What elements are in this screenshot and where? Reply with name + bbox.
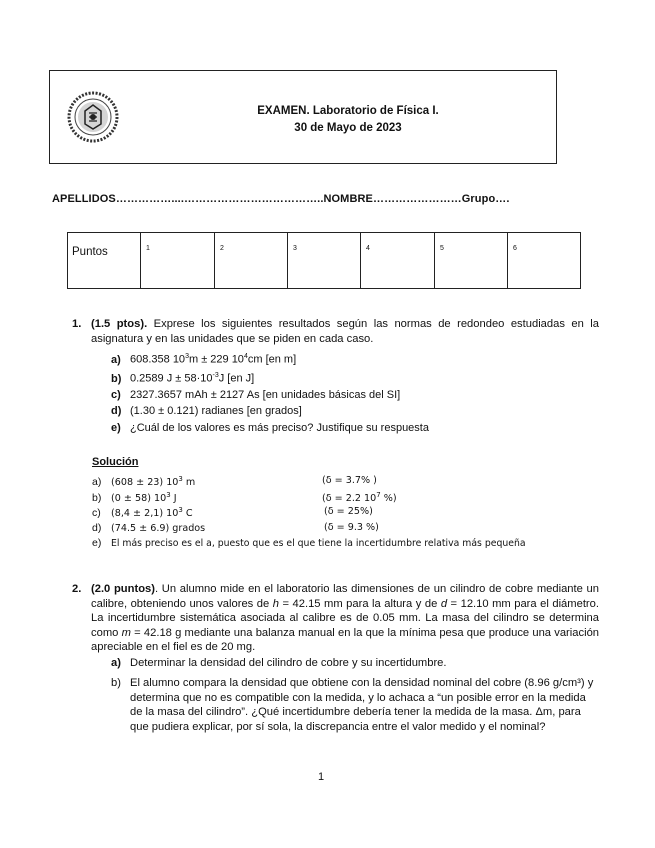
item-sup: 3 [178,506,183,514]
score-col-number: 6 [513,245,517,252]
item-letter: d) [92,521,102,534]
student-info-line: APELLIDOS……………....………………………………..NOMBRE……………………Grupo…. [52,193,510,205]
item-text: m ± 229 10 [188,353,244,366]
item-letter: a) [111,353,121,366]
question-text: Exprese los siguientes resultados según las normas de redondeo estudiadas en la asignatura y en las unidades que se piden en cada caso. [91,318,599,346]
item-letter: b) [92,491,102,504]
university-seal-icon [67,91,119,143]
item-letter: e) [92,537,102,549]
score-col-number: 4 [366,245,370,252]
item-text: Determinar la densidad del cilindro de cobre y su incertidumbre. [130,657,447,669]
score-cell-1[interactable] [141,233,215,289]
item-text: (74.5 ± 6.9) grados [111,522,206,534]
score-label-cell [68,233,141,289]
solution-item-d [92,522,612,538]
question-1-items [111,349,429,436]
question-text: = 12.10 mm para el diámetro. La incertidumbre sistemática asociada al calibre es de 0.05 mm. La masa del cilindro se determina como [91,597,599,639]
item-letter: e) [111,421,121,434]
score-table [67,232,581,289]
item-text: 0.2589 J ± 58·10 [130,372,213,385]
score-cell-5[interactable] [435,233,508,289]
q1-item-c [111,387,429,403]
q1-item-d [111,403,429,419]
item-text: (608 ± 23) 10 [111,477,179,489]
item-text: (δ = 2.2 10 [322,492,377,504]
item-letter: c) [92,507,101,520]
question-text: = 42.18 g mediante una balanza manual en la que la mínima pesa que produce una variación apreciable en el fiel es de 20 mg. [91,626,600,654]
solution-list [92,475,612,553]
page-number: 1 [318,771,325,783]
q1-item-e [111,420,429,436]
question-2-item-b [111,676,601,734]
item-text: %) [380,492,397,504]
question-text: . Un alumno mide en el laboratorio las dimensiones de un cilindro de cobre mediante un calibre, obteniendo unos valores de [91,583,599,610]
score-col-number: 5 [440,245,444,252]
question-points: (2.0 puntos) [91,583,155,595]
score-col-number: 2 [220,245,224,252]
relative-uncertainty: (δ = 25%) [324,506,373,517]
item-text: (1.30 ± 0.121) radianes [en grados] [130,405,302,418]
item-letter: c) [111,388,121,401]
item-sup: 7 [376,490,381,499]
item-sup: 3 [166,490,171,499]
item-text: cm [en m] [247,353,297,366]
item-letter: b) [111,372,122,385]
exam-header-box [49,70,557,164]
solution-item-c [92,506,612,522]
item-text: 2327.3657 mAh ± 2127 As [en unidades básicas del SI] [130,388,401,401]
relative-uncertainty: (δ = 3.7% ) [322,475,377,486]
item-text: m [182,477,196,489]
solution-item-b [92,491,612,507]
variable-m: m [121,626,131,639]
item-letter: a) [92,476,102,489]
item-text: (8,4 ± 2,1) 10 [111,508,179,520]
question-1 [72,317,599,348]
variable-h: h [272,597,279,610]
item-text: J [en J] [218,372,255,385]
item-text: J [170,492,177,504]
relative-uncertainty: (δ = 9.3 %) [324,521,379,533]
question-2 [72,582,599,655]
question-text: = 42.15 mm para la altura y de [278,597,441,610]
exam-date: 30 de Mayo de 2023 [294,122,402,134]
solution-item-a [92,475,612,491]
item-text: ¿Cuál de los valores es más preciso? Justifique su respuesta [130,421,429,434]
score-cell-6[interactable] [508,233,581,289]
score-col-number: 1 [146,245,150,252]
solution-heading: Solución [92,456,139,468]
item-text: (0 ± 58) 10 [111,492,167,504]
item-text: 608.358 10 [130,353,186,366]
score-cell-3[interactable] [288,233,361,289]
question-number: 1. [72,318,82,330]
item-letter: d) [111,405,122,418]
question-number: 2. [72,583,82,595]
relative-uncertainty [322,491,397,504]
item-sup: -3 [212,371,219,379]
item-letter: a) [111,657,121,669]
q1-item-b [111,368,429,387]
score-cell-4[interactable] [361,233,435,289]
solution-item-e [92,537,612,553]
item-text: El más preciso es el a, puesto que es el que tiene la incertidumbre relativa más pequeña [111,538,526,549]
item-sup: 3 [185,353,189,360]
question-2-item-a [111,656,601,671]
item-text: C [182,508,193,520]
item-sup: 4 [243,353,248,360]
item-text: El alumno compara la densidad que obtiene con la densidad nominal del cobre (8.96 g/cm³) y determina que no es compatible con la medida, y lo achaca a “un posible error en la medida de la masa del cilindro”. ¿Qué incertidumbre debería tener la medida de la masa. Δm, para que pudiera explicar, por sí sola, la discrepancia entre el valor medido y el nominal? [130,677,594,733]
exam-title: EXAMEN. Laboratorio de Física I. [257,105,439,117]
score-label: Puntos [72,246,108,258]
question-points: (1.5 ptos). [91,318,148,330]
variable-d: d [440,597,448,610]
q1-item-a [111,349,429,368]
item-sup: 3 [178,475,183,483]
score-col-number: 3 [293,245,297,252]
score-cell-2[interactable] [215,233,288,289]
item-letter: b) [111,677,121,689]
